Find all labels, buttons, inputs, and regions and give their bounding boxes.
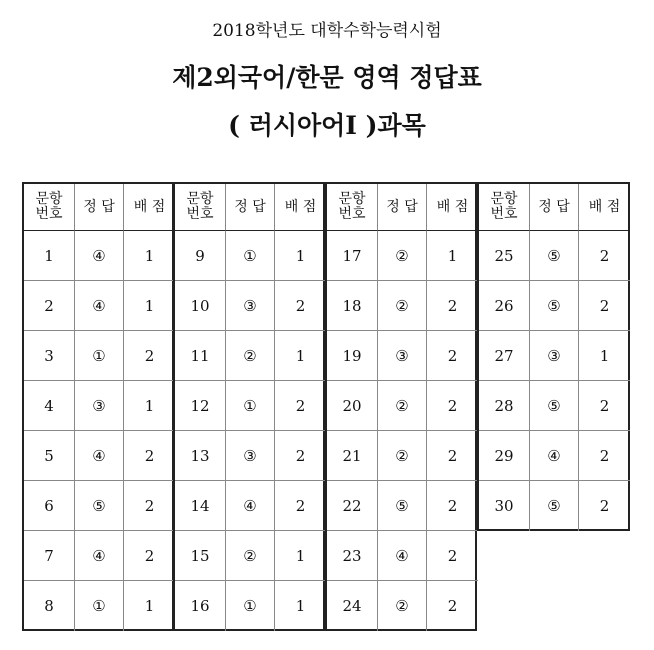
question-number-cell: 30 (479, 481, 530, 531)
answer-block (173, 182, 325, 631)
exam-title: 2018학년도 대학수학능력시험 (212, 21, 442, 41)
question-number-cell: 3 (24, 331, 75, 381)
header-answer: 정 답 (226, 184, 275, 231)
subject-title: ( 러시아어Ⅰ )과목 (228, 111, 426, 140)
header-points: 배 점 (579, 184, 630, 231)
points-cell: 2 (579, 381, 630, 431)
answer-cell: ⑤ (378, 481, 427, 531)
points-cell: 1 (124, 231, 175, 281)
question-number-cell: 15 (175, 531, 226, 581)
answer-cell: ③ (378, 331, 427, 381)
question-number-cell: 2 (24, 281, 75, 331)
header-question-number: 문항 번호 (24, 184, 75, 231)
question-number-cell: 16 (175, 581, 226, 631)
points-cell: 1 (579, 331, 630, 381)
points-cell: 2 (579, 281, 630, 331)
answer-cell: ② (378, 581, 427, 631)
question-number-cell: 21 (327, 431, 378, 481)
question-number-cell: 10 (175, 281, 226, 331)
question-number-cell: 20 (327, 381, 378, 431)
answer-cell: ⑤ (75, 481, 124, 531)
answer-cell: ② (226, 331, 275, 381)
answer-cell: ④ (530, 431, 579, 481)
answer-cell: ① (226, 581, 275, 631)
header-question-number: 문항 번호 (327, 184, 378, 231)
points-cell: 1 (275, 331, 326, 381)
points-cell: 2 (275, 381, 326, 431)
points-cell: 2 (579, 431, 630, 481)
question-number-cell: 29 (479, 431, 530, 481)
answer-cell: ② (378, 281, 427, 331)
header-answer: 정 답 (378, 184, 427, 231)
header-question-number: 문항 번호 (479, 184, 530, 231)
answer-cell: ⑤ (530, 281, 579, 331)
points-cell: 1 (124, 281, 175, 331)
header-points: 배 점 (275, 184, 326, 231)
points-cell: 2 (427, 481, 478, 531)
question-number-cell: 26 (479, 281, 530, 331)
answer-cell: ② (378, 231, 427, 281)
question-number-cell: 1 (24, 231, 75, 281)
question-number-cell: 18 (327, 281, 378, 331)
points-cell: 2 (124, 481, 175, 531)
points-cell: 2 (124, 431, 175, 481)
question-number-cell: 8 (24, 581, 75, 631)
question-number-cell: 5 (24, 431, 75, 481)
question-number-cell: 28 (479, 381, 530, 431)
answer-cell: ① (75, 331, 124, 381)
points-cell: 2 (579, 231, 630, 281)
question-number-cell: 24 (327, 581, 378, 631)
answer-cell: ④ (75, 431, 124, 481)
header-points: 배 점 (124, 184, 175, 231)
header-points: 배 점 (427, 184, 478, 231)
question-number-cell: 12 (175, 381, 226, 431)
answer-cell: ③ (226, 431, 275, 481)
answer-cell: ② (378, 431, 427, 481)
points-cell: 1 (275, 531, 326, 581)
answer-cell: ② (226, 531, 275, 581)
points-cell: 2 (427, 431, 478, 481)
answer-cell: ④ (226, 481, 275, 531)
answer-cell: ③ (226, 281, 275, 331)
answer-cell: ④ (378, 531, 427, 581)
answer-cell: ④ (75, 231, 124, 281)
answer-cell: ④ (75, 531, 124, 581)
answer-cell: ⑤ (530, 381, 579, 431)
answer-block (22, 182, 174, 631)
points-cell: 1 (144, 597, 155, 615)
points-cell: 2 (275, 431, 326, 481)
question-number-cell: 27 (479, 331, 530, 381)
question-number-cell: 17 (327, 231, 378, 281)
section-title: 제2외국어/한문 영역 정답표 (172, 63, 482, 92)
question-number-cell: 23 (327, 531, 378, 581)
points-cell: 2 (427, 381, 478, 431)
answer-cell: ① (226, 231, 275, 281)
question-number-cell: 13 (175, 431, 226, 481)
question-number-cell: 7 (24, 531, 75, 581)
answer-cell: ② (378, 381, 427, 431)
question-number-cell: 4 (24, 381, 75, 431)
points-cell: 1 (275, 231, 326, 281)
points-cell: 2 (447, 597, 458, 615)
answer-cell: ③ (75, 381, 124, 431)
answer-cell: ⑤ (530, 481, 579, 531)
points-cell: 1 (124, 381, 175, 431)
answer-cell: ① (75, 581, 124, 631)
points-cell: 2 (427, 331, 478, 381)
question-number-cell: 14 (175, 481, 226, 531)
question-number-cell: 11 (175, 331, 226, 381)
points-cell: 2 (124, 531, 175, 581)
points-cell: 1 (427, 231, 478, 281)
question-number-cell: 25 (479, 231, 530, 281)
answer-cell: ③ (530, 331, 579, 381)
answer-cell: ④ (75, 281, 124, 331)
header-answer: 정 답 (530, 184, 579, 231)
answer-cell: ① (226, 381, 275, 431)
question-number-cell: 6 (24, 481, 75, 531)
question-number-cell: 19 (327, 331, 378, 381)
points-cell: 2 (124, 331, 175, 381)
points-cell: 2 (427, 281, 478, 331)
answer-block (477, 182, 630, 531)
header-question-number: 문항 번호 (175, 184, 226, 231)
answer-block (325, 182, 477, 631)
points-cell: 2 (599, 497, 610, 515)
header-answer: 정 답 (75, 184, 124, 231)
points-cell: 2 (275, 281, 326, 331)
question-number-cell: 9 (175, 231, 226, 281)
question-number-cell: 22 (327, 481, 378, 531)
points-cell: 2 (275, 481, 326, 531)
points-cell: 1 (295, 597, 306, 615)
points-cell: 2 (427, 531, 478, 581)
answer-cell: ⑤ (530, 231, 579, 281)
